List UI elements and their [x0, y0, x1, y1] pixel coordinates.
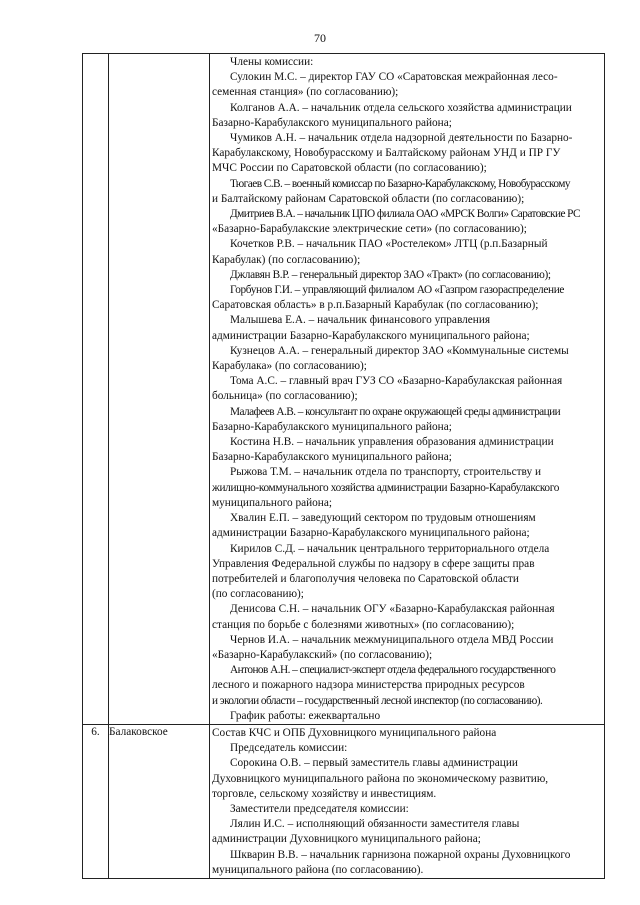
- member-line: Саратовская область» в р.п.Базарный Карабулак (по согласованию);: [212, 299, 539, 312]
- member-line: Шкварин В.В. – начальник гарнизона пожарной охраны Духовницкого: [230, 848, 571, 861]
- member-line: Рыжова Т.М. – начальник отдела по транспорту, строительству и: [230, 466, 541, 479]
- deputies-heading: Заместители председателя комиссии:: [230, 802, 409, 815]
- member-line: Колганов А.А. – начальник отдела сельского хозяйства администрации: [230, 101, 572, 114]
- member-line: муниципального района (по согласованию).: [212, 863, 424, 876]
- district-name: [109, 54, 210, 725]
- member-line: Управления Федеральной службы по надзору в сфере защиты прав: [212, 557, 535, 570]
- member-line: Духовницкого муниципального района по экономическому развитию,: [212, 772, 549, 785]
- member-line: администрации Базарно-Карабулакского муниципального района;: [212, 527, 530, 540]
- member-line: администрации Базарно-Карабулакского муниципального района;: [212, 329, 530, 342]
- commission-composition-cell: [210, 724, 605, 878]
- member-line: больница» (по согласованию);: [212, 390, 358, 403]
- member-line: «Базарно-Карабулакский» (по согласованию);: [212, 648, 433, 661]
- member-line: Базарно-Карабулакского муниципального района;: [212, 451, 452, 464]
- member-line: Карабулакскому, Новобурасскому и Балтайскому районам УНД и ПР ГУ: [212, 147, 561, 160]
- member-line: Хвалин Е.П. – заведующий сектором по трудовым отношениям: [230, 512, 536, 525]
- member-line: потребителей и благополучия человека по Саратовской области: [212, 572, 519, 585]
- page-number: 70: [314, 31, 326, 45]
- member-line: муниципального района;: [212, 496, 333, 509]
- member-line: Карабулака» (по согласованию);: [212, 360, 367, 373]
- member-line: и Балтайскому районам Саратовской области (по согласованию);: [212, 192, 525, 205]
- member-line: Кирилов С.Д. – начальник центрального территориального отдела: [230, 542, 550, 555]
- member-line: Чернов И.А. – начальник межмуниципального отдела МВД России: [230, 633, 554, 646]
- chairman-heading: Председатель комиссии:: [230, 742, 348, 755]
- members-heading: Члены комиссии:: [230, 56, 314, 68]
- commission-members-cell: [210, 54, 605, 725]
- member-line: Малафеев А.В. – консультант по охране окружающей среды администрации: [230, 405, 561, 418]
- member-line: Джлавян В.Р. – генеральный директор ЗАО «Тракт» (по согласованию);: [230, 268, 551, 281]
- member-line: Лялин И.С. – исполняющий обязанности заместителя главы: [230, 818, 520, 831]
- member-line: Карабулак) (по согласованию);: [212, 253, 361, 266]
- member-line: Сорокина О.В. – первый заместитель главы администрации: [230, 757, 518, 770]
- table-row: [83, 724, 605, 878]
- member-line: Чумиков А.Н. – начальник отдела надзорной деятельности по Базарно-: [230, 132, 573, 145]
- member-line: (по согласованию);: [212, 588, 304, 601]
- row-number: [83, 54, 109, 725]
- member-line: жилищно-коммунального хозяйства администрации Базарно-Карабулакского: [212, 481, 560, 494]
- member-line: торговле, сельскому хозяйству и инвестициям.: [212, 787, 437, 800]
- member-line: Базарно-Карабулакского муниципального района;: [212, 116, 452, 129]
- member-line: Малышева Е.А. – начальник финансового управления: [230, 314, 491, 327]
- member-line: станция по борьбе с болезнями животных» (по согласованию);: [212, 618, 515, 631]
- district-name: Балаковское: [109, 724, 210, 878]
- member-line: Костина Н.В. – начальник управления образования администрации: [230, 436, 554, 449]
- member-line: «Базарно-Барабулакские электрические сети» (по согласованию);: [212, 223, 527, 236]
- member-line: Кузнецов А.А. – генеральный директор ЗАО «Коммунальные системы: [230, 344, 569, 357]
- member-line: Горбунов Г.И. – управляющий филиалом АО «Газпром газораспределение: [230, 284, 565, 297]
- member-line: Денисова С.Н. – начальник ОГУ «Базарно-Карабулакская районная: [230, 603, 555, 616]
- member-line: Тюгаев С.В. – военный комиссар по Базарно-Карабулакскому, Новобурасскому: [230, 177, 570, 190]
- member-line: Дмитриев В.А. – начальник ЦПО филиала ОАО «МРСК Волги» Саратовские РС: [230, 208, 581, 221]
- member-line: Тома А.С. – главный врач ГУЗ СО «Базарно-Карабулакская районная: [230, 375, 563, 388]
- table-row: [83, 54, 605, 725]
- member-line: Антонов А.Н. – специалист-эксперт отдела федерального государственного: [230, 664, 556, 677]
- row-number: 6.: [83, 724, 109, 878]
- work-schedule: График работы: ежеквартально: [230, 709, 381, 722]
- member-line: лесного и пожарного надзора министерства природных ресурсов: [212, 679, 525, 692]
- commission-table: [82, 53, 605, 879]
- member-line: семенная станция» (по согласованию);: [212, 86, 399, 99]
- member-line: Базарно-Карабулакского муниципального района;: [212, 420, 452, 433]
- member-line: Сулокин М.С. – директор ГАУ СО «Саратовская межрайонная лесо-: [230, 71, 558, 84]
- member-line: администрации Духовницкого муниципального района;: [212, 833, 481, 846]
- commission-title: Состав КЧС и ОПБ Духовницкого муниципального района: [212, 726, 497, 739]
- member-line: и экологии области – государственный лесной инспектор (по согласованию).: [212, 694, 543, 707]
- member-line: МЧС России по Саратовской области (по согласованию);: [212, 162, 487, 175]
- member-line: Кочетков Р.В. – начальник ПАО «Ростелеком» ЛТЦ (р.п.Базарный: [230, 238, 548, 251]
